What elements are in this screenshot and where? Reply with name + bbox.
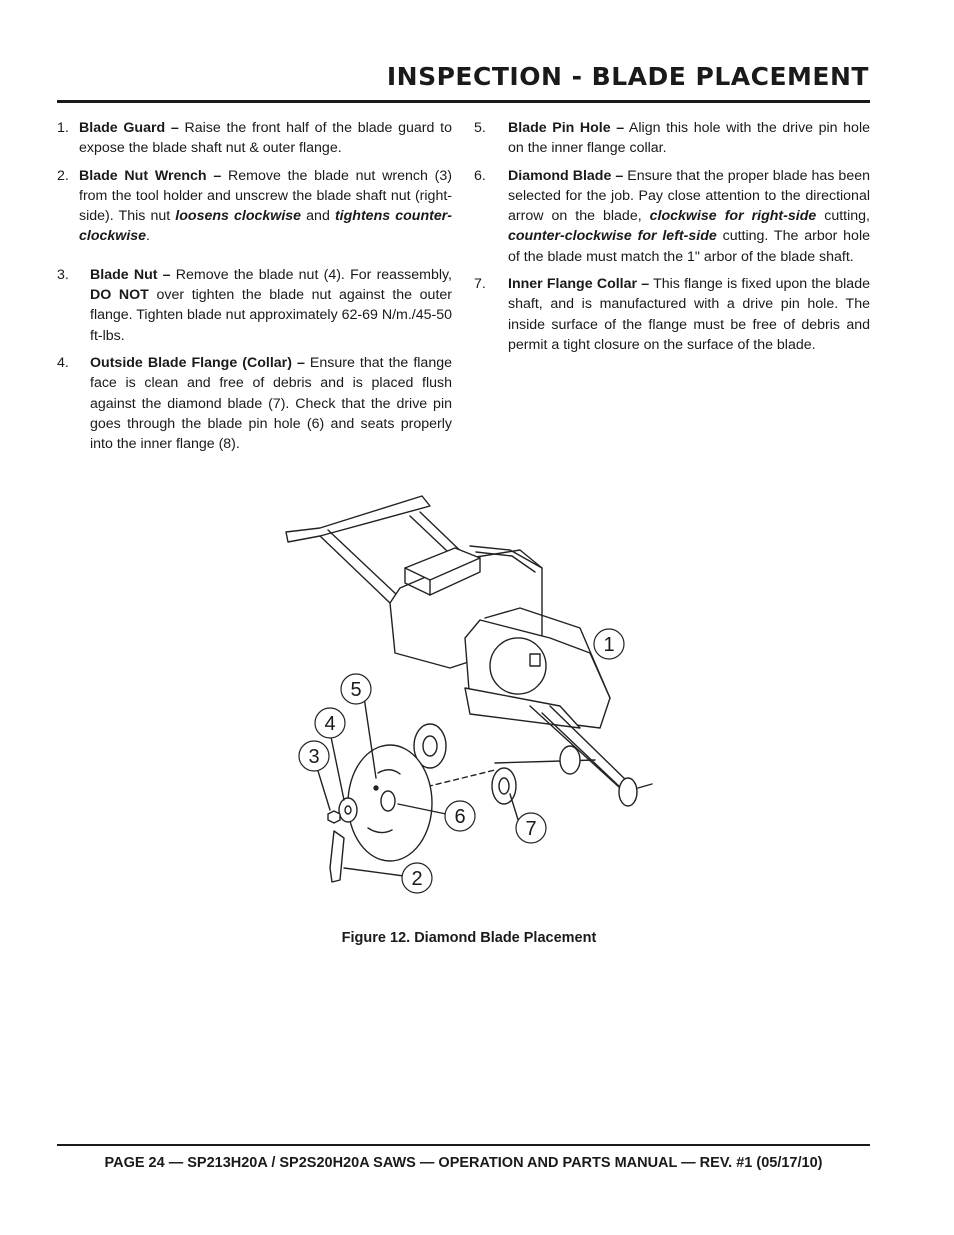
item-label: Blade Pin Hole – (508, 120, 625, 136)
page-footer: PAGE 24 — SP213H20A / SP2S20H20A SAWS — OPERATION AND PARTS MANUAL — REV. #1 (05/17/10) (104, 1155, 823, 1171)
right-column (474, 118, 870, 362)
item-number: 2. (57, 167, 69, 184)
item-text: and (301, 208, 335, 225)
list-item-6 (474, 166, 870, 267)
item-label: Blade Guard – (79, 120, 179, 136)
list-item-1 (57, 118, 452, 159)
item-text: Remove the blade nut wrench (3) from the tool holder and unscrew the blade shaft nut (right-side). This nut (79, 167, 452, 225)
item-text: cutting, (816, 208, 870, 225)
callout-3: 3 (308, 746, 320, 768)
item-label: Blade Nut Wrench – (79, 167, 222, 184)
item-text: Ensure that the proper blade has been selected for the job. Pay close attention to the directional arrow on the blade, (508, 167, 870, 225)
callout-4: 4 (324, 713, 336, 735)
item-emphasis: loosens clockwise (175, 208, 302, 225)
blade-placement-illustration (280, 488, 670, 898)
list-item-2 (57, 166, 452, 247)
item-emphasis: DO NOT (90, 287, 149, 304)
item-number: 3. (57, 266, 69, 283)
callout-7: 7 (525, 818, 537, 840)
item-label: Blade Nut – (90, 266, 171, 283)
figure-caption: Figure 12. Diamond Blade Placement (341, 930, 597, 946)
item-number: 4. (57, 354, 69, 371)
callout-2: 2 (411, 868, 423, 890)
list-item-7 (474, 274, 870, 355)
item-text: over tighten the blade nut against the outer flange. Tighten blade nut approximately 62-69 N/m./45-50 ft-lbs. (90, 287, 453, 344)
list-item-3 (57, 265, 452, 346)
item-text: Raise the front half of the blade guard to expose the blade shaft nut & outer flange. (79, 120, 452, 157)
item-number: 6. (474, 167, 486, 184)
item-label: Diamond Blade – (508, 167, 624, 184)
item-text: Remove the blade nut (4). For reassembly, (170, 266, 452, 283)
item-number: 1. (57, 120, 69, 136)
header-rule (57, 100, 870, 103)
item-text: cutting. The arbor hole of the blade must match the 1" arbor of the blade shaft. (508, 228, 870, 265)
item-text: . (146, 228, 150, 245)
list-item-5 (474, 118, 870, 159)
item-number: 7. (474, 276, 486, 293)
list-item-4 (57, 353, 452, 454)
item-emphasis: clockwise for right-side (649, 208, 817, 225)
item-text: Align this hole with the drive pin hole on the inner flange collar. (508, 120, 870, 157)
callout-6: 6 (454, 806, 466, 828)
footer-rule (57, 1144, 870, 1146)
item-text: This flange is fixed upon the blade shaft, and is manufactured with a drive pin hole. The inside surface of the flange must be free of debris and permit a tight closure on the surface of the blade. (508, 276, 870, 353)
item-label: Outside Blade Flange (Collar) – (90, 354, 305, 371)
callout-5: 5 (350, 679, 362, 701)
item-emphasis: counter-clockwise for left-side (508, 228, 717, 245)
item-text: Ensure that the flange face is clean and free of debris and is placed flush against the diamond blade (7). Check that the drive pin goes through the blade pin hole (6) and seats properly into the inner flange (8). (90, 354, 452, 453)
item-label: Inner Flange Collar – (508, 276, 650, 293)
left-column (57, 118, 452, 461)
page-title: INSPECTION - BLADE PLACEMENT (386, 62, 869, 91)
callout-1: 1 (603, 634, 615, 656)
item-number: 5. (474, 120, 486, 136)
item-emphasis: tightens counter-clockwise (79, 208, 452, 245)
